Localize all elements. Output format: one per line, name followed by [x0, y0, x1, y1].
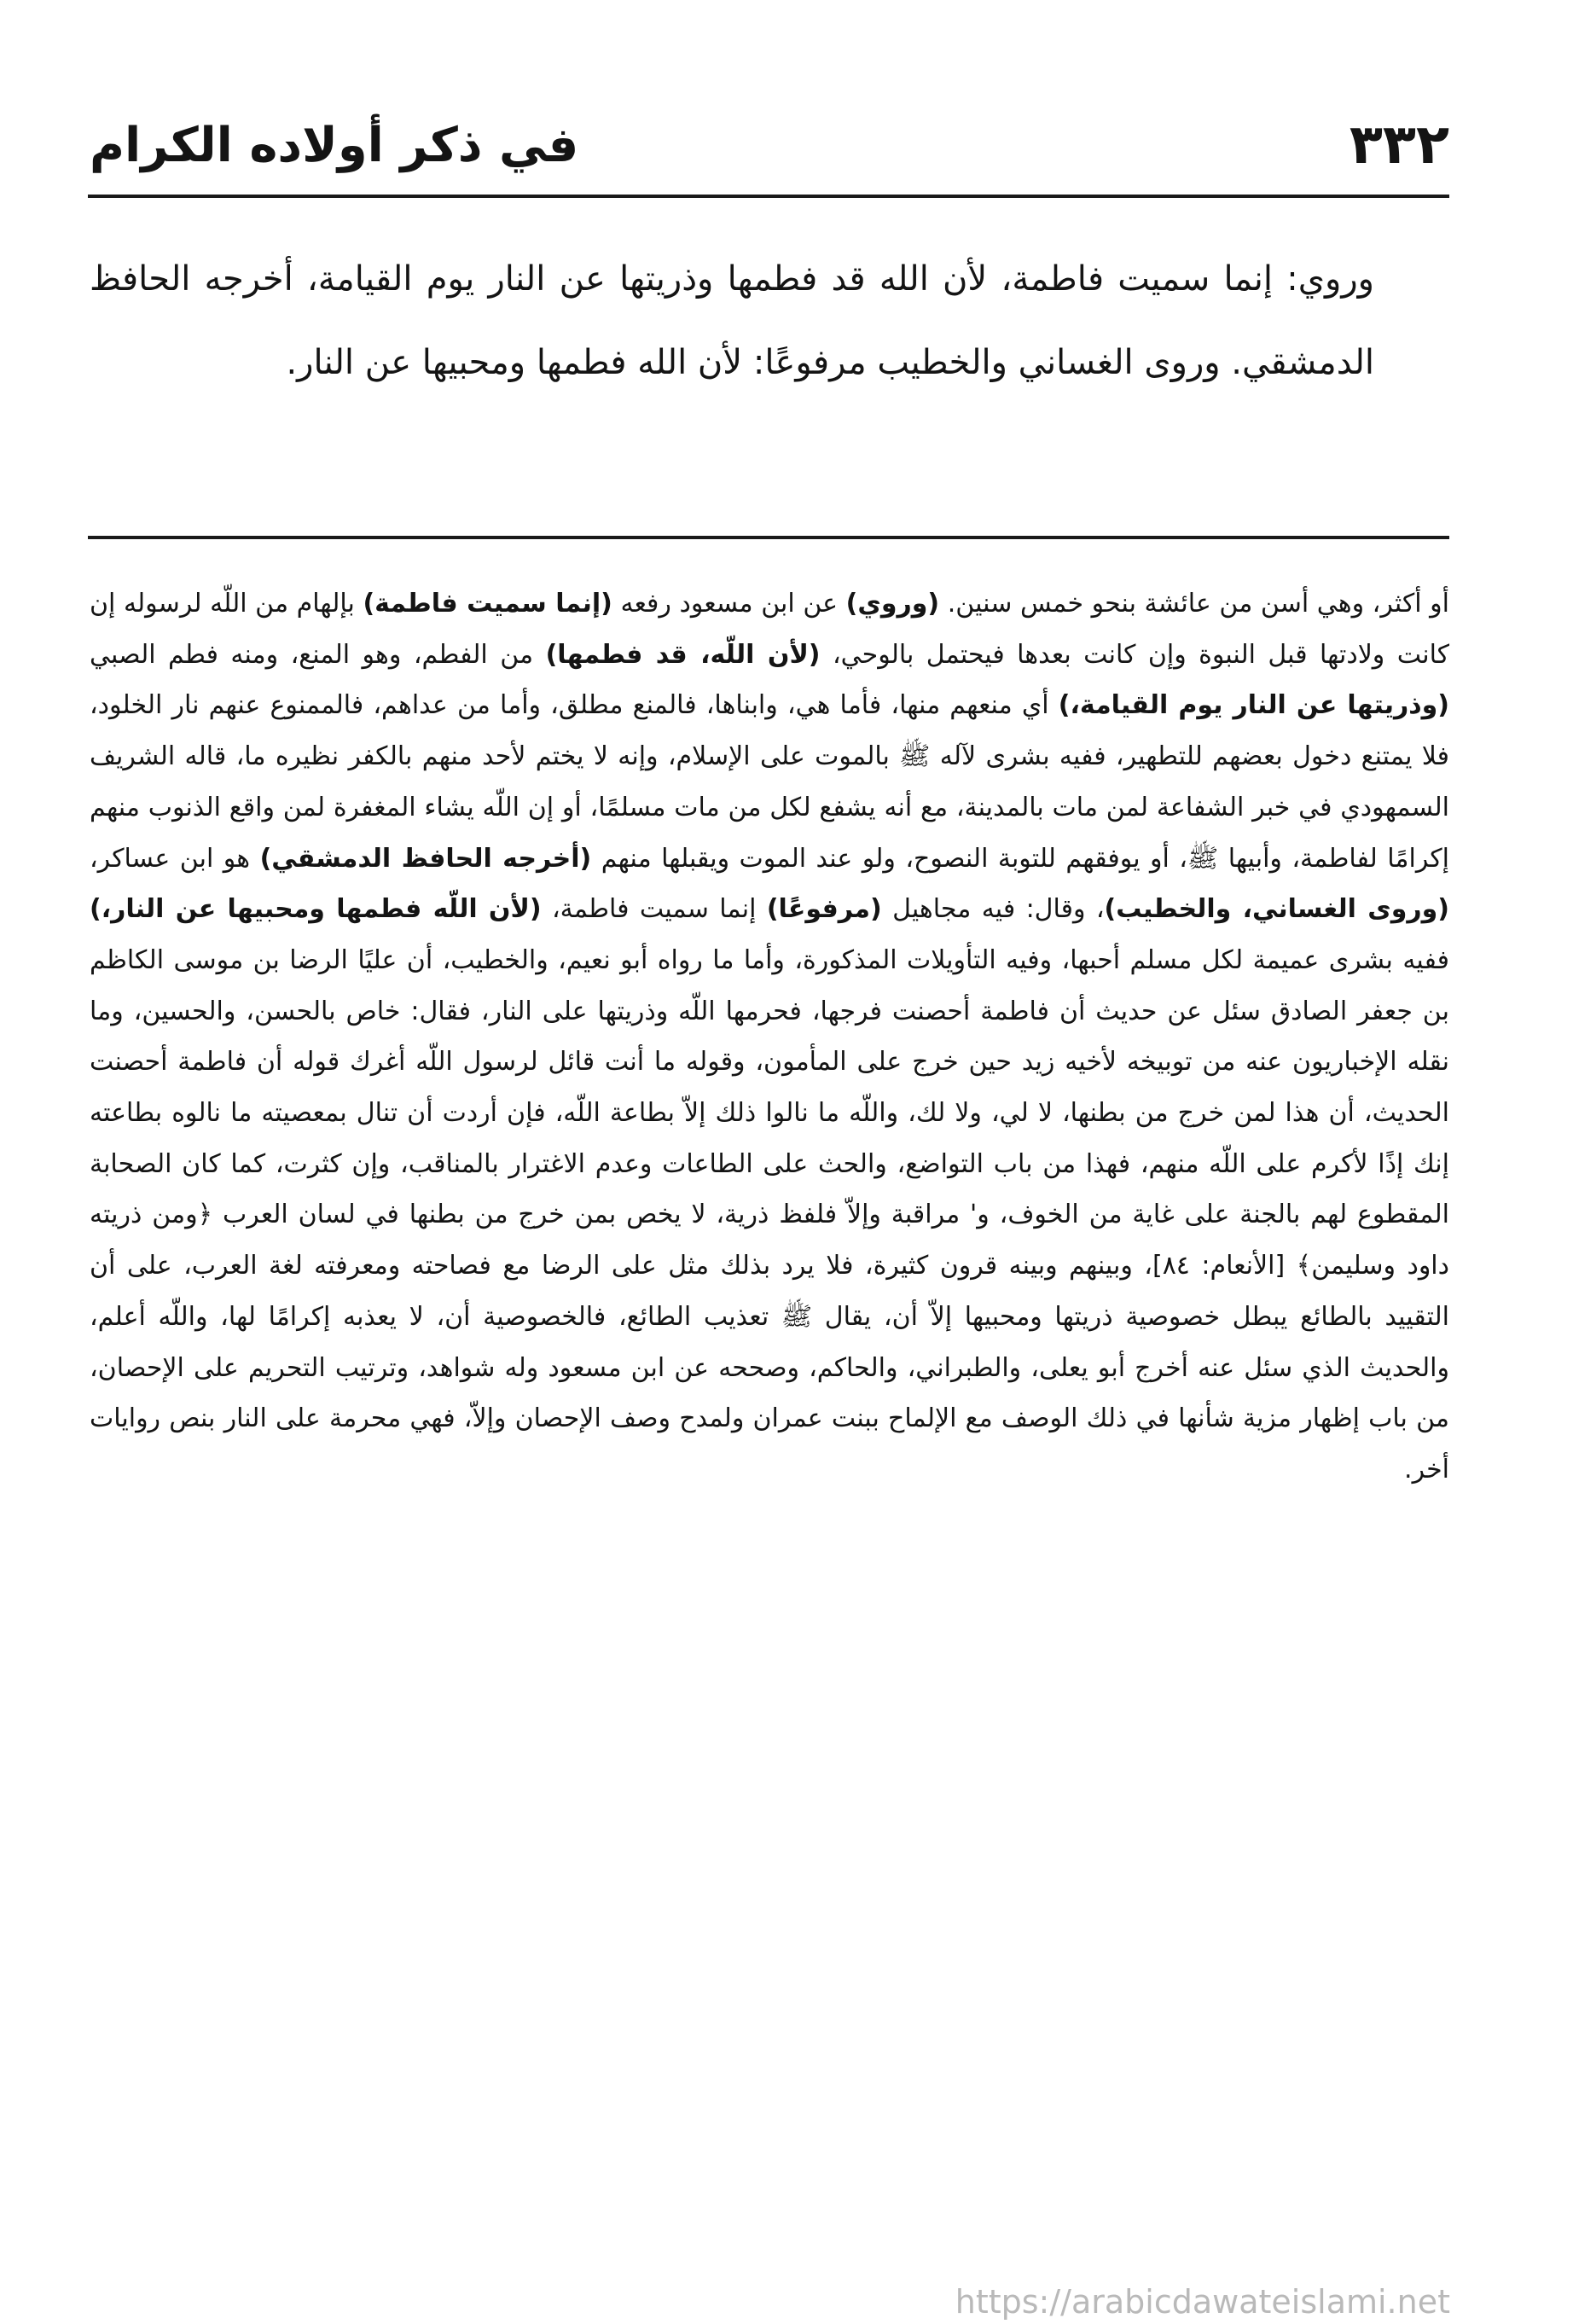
page-header	[90, 102, 1449, 188]
quoted-phrase: (لأن اللّه فطمها ومحبيها عن النار،)	[90, 894, 542, 925]
commentary	[90, 578, 1449, 1496]
quoted-phrase: (أخرجه الحافظ الدمشقي)	[259, 843, 592, 874]
quoted-phrase: (إنما سميت فاطمة)	[363, 589, 612, 619]
commentary-text: هو ابن عساكر،	[90, 843, 260, 874]
commentary-divider	[88, 536, 1449, 539]
page-number: ٣٣٢	[1349, 113, 1449, 177]
commentary-text: عن ابن مسعود رفعه	[612, 589, 846, 619]
quoted-phrase: (مرفوعًا)	[766, 894, 882, 925]
commentary-text: ففيه بشرى عميمة لكل مسلم أحبها، وفيه التأويلات المذكورة، وأما ما رواه أبو نعيم، والخطيب، أن عليًا الرضا بن موسى الكاظم بن جعفر الصادق سئل عن حديث أن فاطمة أحصنت فرجها، فحرمها اللّه وذريتها على النار، فقال: خاص بالحسن، والحسين، وما نقله الإخباريون عنه من توبيخه لأخيه زيد حين خرج على المأمون، وقوله ما أنت قائل لرسول اللّه أغرك قوله أن فاطمة أحصنت الحديث، أن هذا لمن خرج من بطنها، لا لي، ولا لك، واللّه ما نالوا ذلك إلاّ بطاعة اللّه، فإن أردت أن تنال بمعصيته ما نالوه بطاعته إنك إذًا لأكرم على اللّه منهم، فهذا من باب التواضع، والحث على الطاعات وعدم الاغترار بالمناقب، وإن كثرت، كما كان الصحابة المقطوع لهم بالجنة على غاية من الخوف، و' مراقبة وإلاّ فلفظ ذرية، لا يخص بمن خرج من بطنها في لسان العرب ﴿ومن ذريته داود وسليمن﴾ [الأنعام: ٨٤]، وبينهم وبينه قرون كثيرة، فلا يرد بذلك مثل على الرضا مع فصاحته ومعرفته لغة العرب، على أن التقييد بالطائع يبطل خصوصية ذريتها ومحبيها إلاّ أن، يقال ﷺ تعذيب الطائع، فالخصوصية أن، لا يعذبه إكرامًا لها، واللّه أعلم، والحديث الذي سئل عنه أخرج أبو يعلى، والطبراني، والحاكم، وصححه عن ابن مسعود وله شواهد، وترتيب التحريم على الإحصان، من باب إظهار مزية شأنها في ذلك الوصف مع الإلماح ببنت عمران ولمدح وصف الإحصان وإلاّ، فهي محرمة على النار بنص روايات أخر.	[90, 944, 1450, 1484]
quoted-phrase: (وذريتها عن النار يوم القيامة،)	[1058, 690, 1449, 721]
quoted-phrase: (وروى الغساني، والخطيب)	[1104, 894, 1449, 925]
commentary-text: إنما سميت فاطمة،	[541, 894, 767, 925]
commentary-paragraph	[90, 578, 1449, 1496]
chapter-title: في ذكر أولاده الكرام	[90, 117, 579, 173]
commentary-text: بإلهام من اللّه لرسوله إن كانت ولادتها قبل النبوة وإن كانت بعدها فيحتمل بالوحي،	[90, 589, 1449, 670]
main-text-paragraph: وروي: إنما سميت فاطمة، لأن الله قد فطمها وذريتها عن النار يوم القيامة، أخرجه الحافظ الدمشقي. وروى الغساني والخطيب مرفوعًا: لأن الله فطمها ومحبيها عن النار.	[90, 259, 1374, 382]
source-watermark: https://arabicdawateislami.net	[955, 2283, 1450, 2321]
commentary-text: أو أكثر، وهي أسن من عائشة بنحو خمس سنين.	[939, 589, 1449, 619]
commentary-text: من الفطم، وهو المنع، ومنه فطم الصبي	[90, 639, 546, 670]
commentary-text: أي منعهم منها، فأما هي، وابناها، فالمنع مطلق، وأما من عداهم، فالممنوع عنهم نار الخلود، فلا يمتنع دخول بعضهم للتطهير، ففيه بشرى لآله ﷺ بالموت على الإسلام، وإنه لا يختم لأحد منهم بالكفر نظيره ما، قاله الشريف السمهودي في خبر الشفاعة لمن مات بالمدينة، مع أنه يشفع لكل من مات مسلمًا، أو إن اللّه يشاء المغفرة لمن واقع الذنوب منهم إكرامًا لفاطمة، وأبيها ﷺ، أو يوفقهم للتوبة النصوح، ولو عند الموت ويقبلها منهم	[90, 690, 1449, 874]
quoted-phrase: (لأن اللّه، قد فطمها)	[545, 639, 821, 670]
header-divider	[88, 195, 1449, 198]
commentary-text: ، وقال: فيه مجاهيل	[881, 894, 1105, 925]
main-text	[90, 237, 1449, 404]
quoted-phrase: (وروي)	[845, 589, 940, 619]
